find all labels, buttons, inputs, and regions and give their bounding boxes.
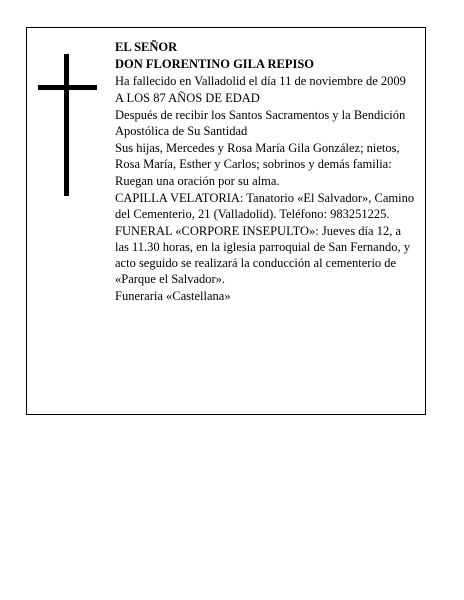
notice-title: EL SEÑOR bbox=[115, 40, 178, 54]
cross-vertical-bar bbox=[64, 54, 69, 196]
age-statement: A LOS 87 AÑOS DE EDAD bbox=[115, 91, 260, 105]
cross-horizontal-bar bbox=[38, 85, 97, 90]
funeral-info: FUNERAL «CORPORE INSEPULTO»: Jueves día 12, a las 11.30 horas, en la iglesia parroquial de San Fernando, y acto seguido se realizará la conducción al cementerio de «Parque el Salvador». bbox=[115, 224, 410, 286]
deceased-name: DON FLORENTINO GILA REPISO bbox=[115, 57, 314, 71]
family-statement: Sus hijas, Mercedes y Rosa María Gila González; nietos, Rosa María, Esther y Carlos; sobrinos y demás familia: bbox=[115, 141, 400, 171]
death-statement: Ha fallecido en Valladolid el día 11 de noviembre de 2009 bbox=[115, 74, 406, 88]
obituary-text bbox=[115, 39, 415, 305]
sacraments-statement: Después de recibir los Santos Sacramentos y la Bendición Apostólica de Su Santidad bbox=[115, 108, 406, 138]
prayer-request: Ruegan una oración por su alma. bbox=[115, 174, 280, 188]
chapel-info: CAPILLA VELATORIA: Tanatorio «El Salvador», Camino del Cementerio, 21 (Valladolid). Teléfono: 983251225. bbox=[115, 191, 415, 221]
funeral-home: Funeraria «Castellana» bbox=[115, 289, 231, 303]
